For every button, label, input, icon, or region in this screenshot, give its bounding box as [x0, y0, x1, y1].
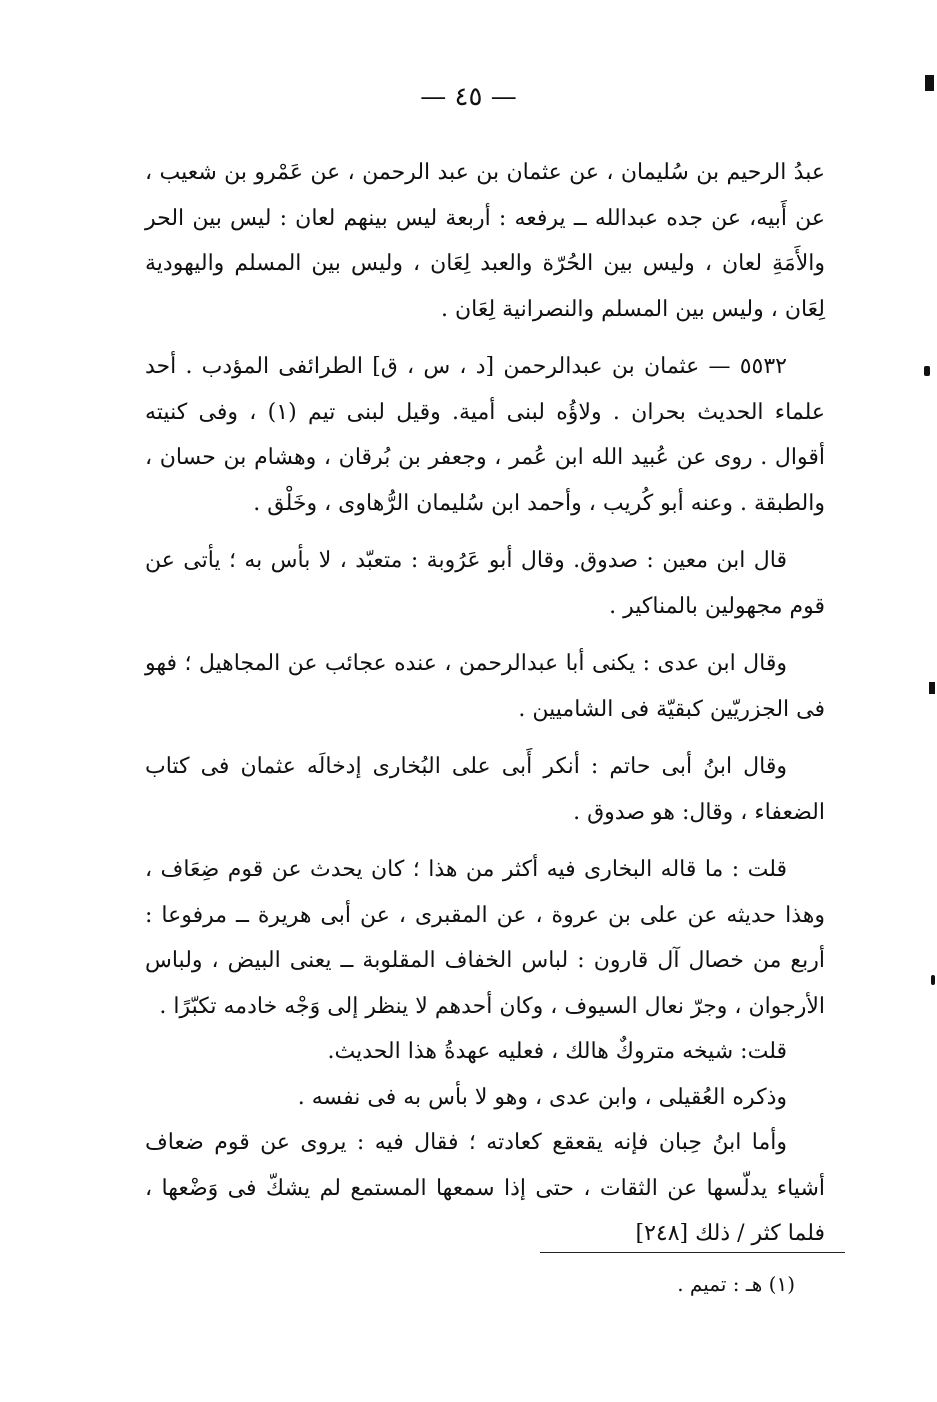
- main-text: [145, 150, 825, 1257]
- paragraph-continuation: عبدُ الرحيم بن سُليمان ، عن عثمان بن عبد الرحمن ، عن عَمْرو بن شعيب ، عن أَبيه، عن جده عبدالله ــ يرفعه : أربعة ليس بينهم لعان : ليس بين الحر والأَمَةِ لعان ، وليس بين الحُرّة والعبد لِعَان ، وليس بين المسلم واليهودية لِعَان ، وليس بين المسلم والنصرانية لِعَان .: [145, 160, 825, 322]
- margin-mark: [931, 975, 935, 985]
- footnote-divider: [540, 1252, 845, 1253]
- paragraph-uqaili: وذكره العُقيلى ، وابن عدى ، وهو لا بأس به فى نفسه .: [297, 1084, 787, 1110]
- paragraph-ibn-adi: وقال ابن عدى : يكنى أبا عبدالرحمن ، عنده عجائب عن المجاهيل ؛ فهو فى الجزريّين كبقيّة فى الشاميين .: [145, 651, 825, 722]
- margin-mark: [925, 75, 934, 91]
- entry-5532-heading-paragraph: ٥٥٣٢ — عثمان بن عبدالرحمن [د ، س ، ق] الطرائفى المؤدب . أحد علماء الحديث بحران . ولاؤُه لبنى أمية. وقيل لبنى تيم (١) ، وفى كنيته أقوال . روى عن عُبيد الله ابن عُمر ، وجعفر بن بُرقان ، وهشام بن حسان ، والطبقة . وعنه أبو كُريب ، وأحمد ابن سُليمان الرُّهاوى ، وخَلْق .: [145, 354, 825, 516]
- footnote: (١) هـ : تميم .: [677, 1272, 795, 1296]
- paragraph-ibn-maeen: قال ابن معين : صدوق. وقال أبو عَرُوبة : متعبّد ، لا بأس به ؛ يأتى عن قوم مجهولين بالمناكير .: [145, 548, 825, 619]
- paragraph-bukhari-comment: قلت : ما قاله البخارى فيه أكثر من هذا ؛ كان يحدث عن قوم ضِعَاف ، وهذا حديثه عن على بن عروة ، عن المقبرى ، عن أبى هريرة ــ مرفوعا : أربع من خصال آل قارون : لباس الخفاف المقلوبة ــ يعنى البيض ، ولباس الأرجوان ، وجرّ نعال السيوف ، وكان أحدهم لا ينظر إلى وَجْه خادمه تكبّرًا .: [145, 857, 825, 1019]
- paragraph-ibn-abi-hatim: وقال ابنُ أبى حاتم : أنكر أَبى على البُخارى إدخالَه عثمان فى كتاب الضعفاء ، وقال: هو صدوق .: [145, 754, 825, 825]
- page-number: — ٤٥ —: [420, 82, 517, 112]
- margin-mark: [924, 366, 930, 376]
- paragraph-ibn-hibban: وأما ابنُ حِبان فإنه يقعقع كعادته ؛ فقال فيه : يروى عن قوم ضعاف أشياء يدلّسها عن الثقات ، حتى إذا سمعها المستمع لم يشكّ فى وَضْعها ، فلما كثر / ذلك [٢٤٨]: [145, 1130, 825, 1246]
- paragraph-sheikh-matrook: قلت: شيخه متروكٌ هالك ، فعليه عهدةُ هذا الحديث.: [327, 1039, 787, 1064]
- margin-mark: [929, 682, 935, 694]
